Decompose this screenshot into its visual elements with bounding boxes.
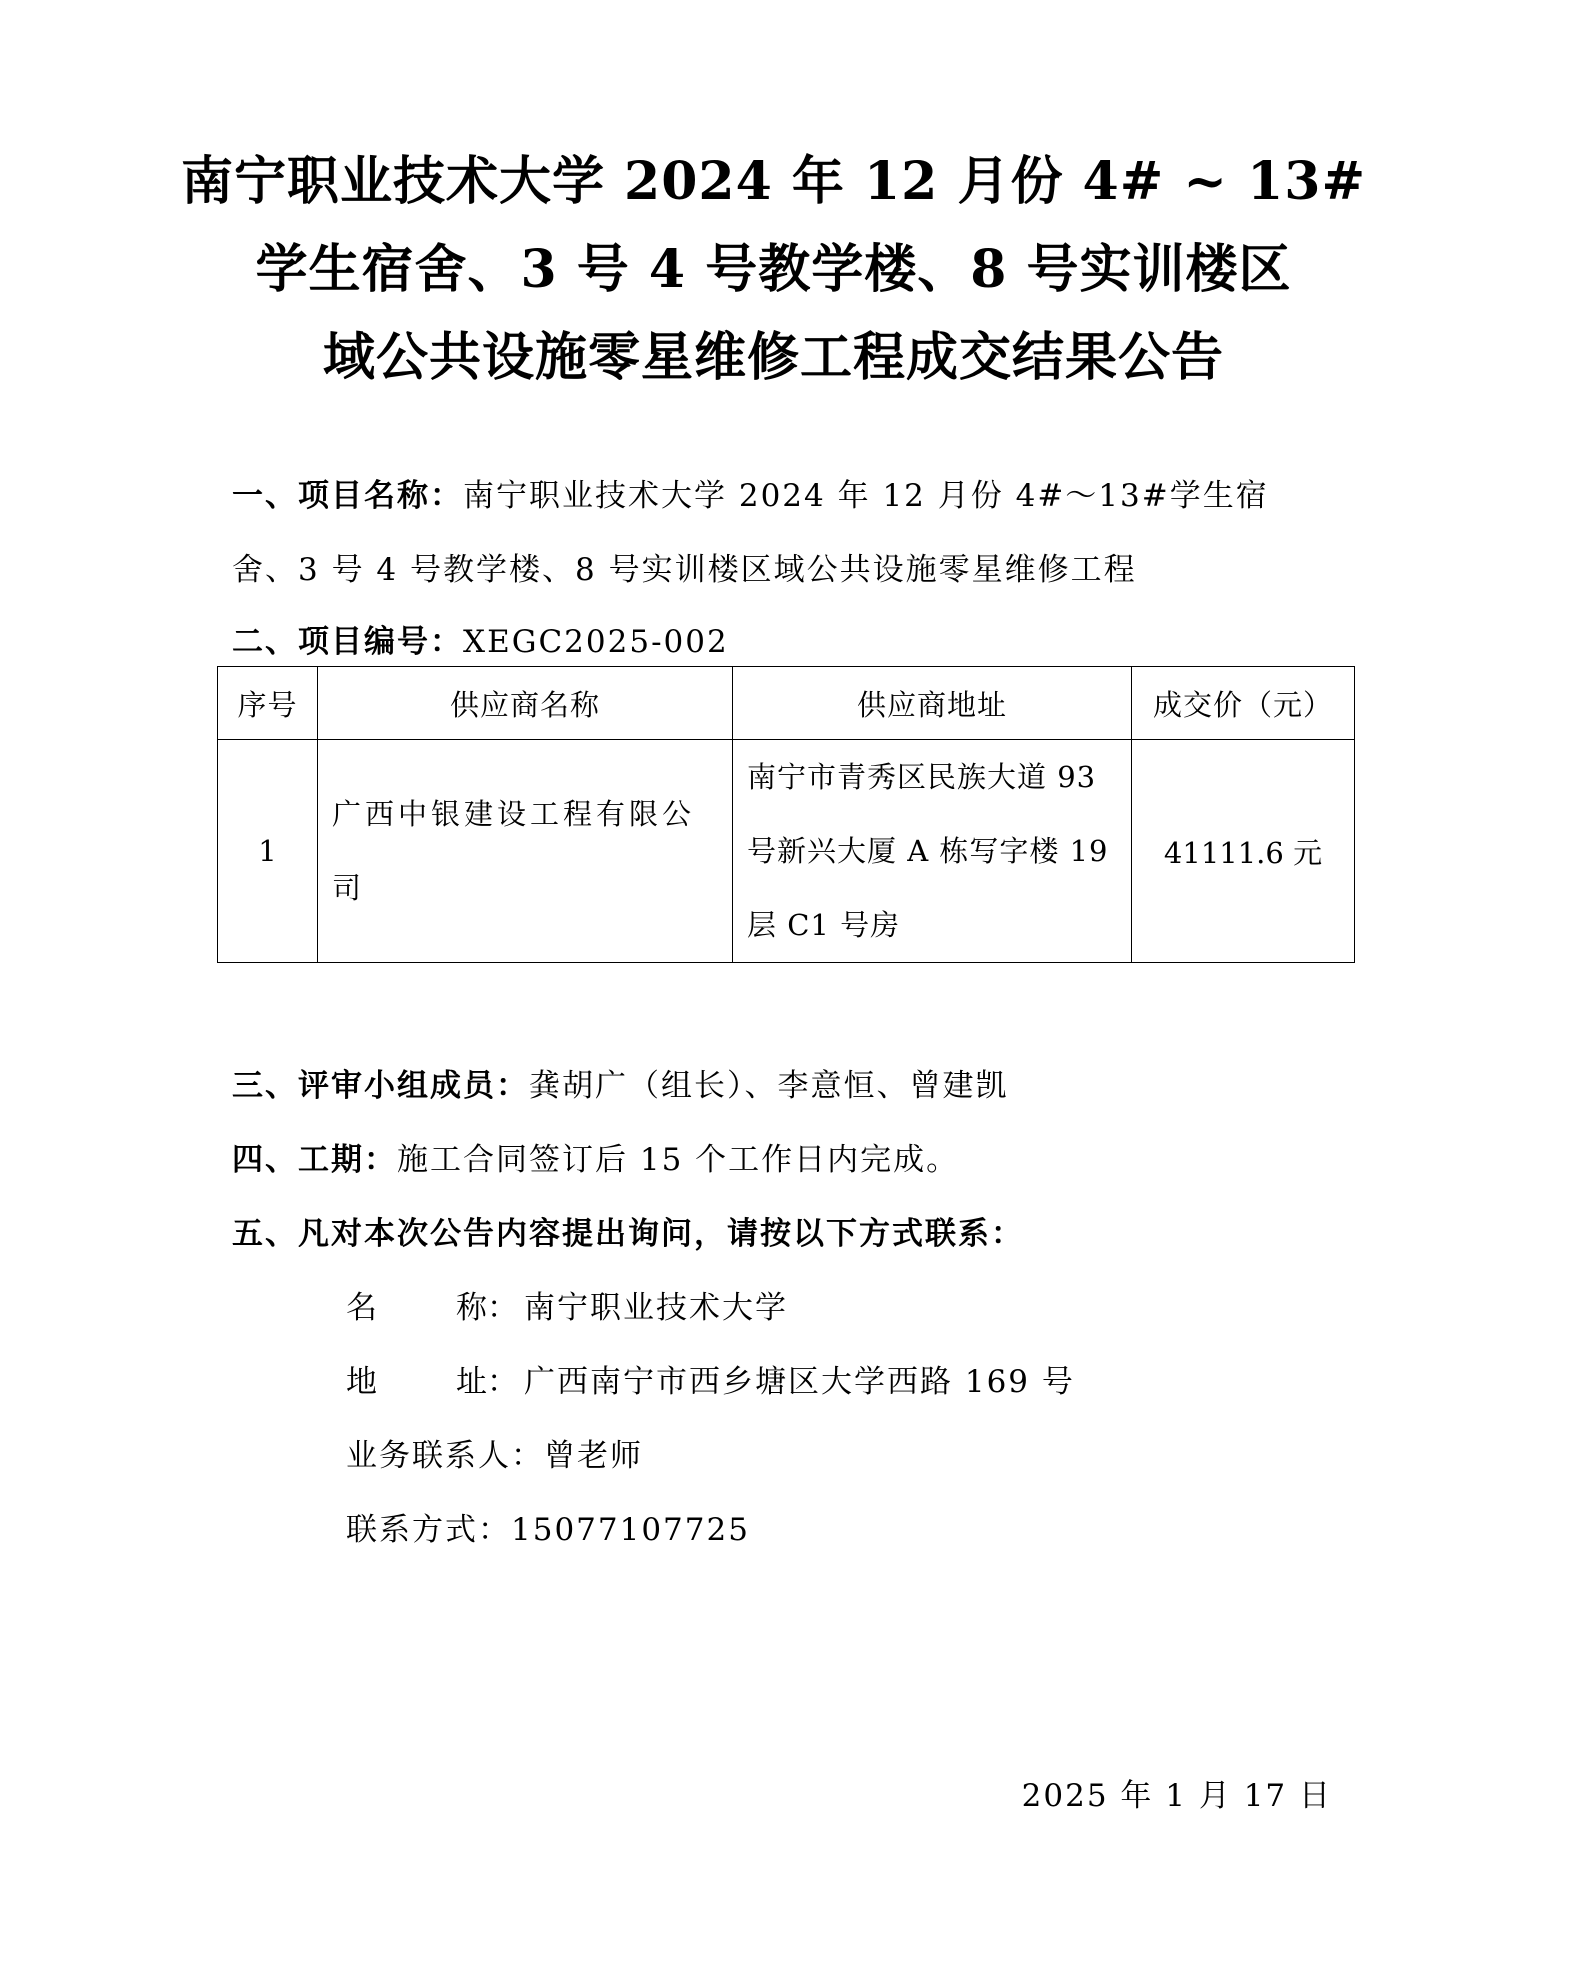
result-table xyxy=(217,666,1355,963)
contact-name-row xyxy=(346,1288,788,1328)
contact-label: 业务联系人： xyxy=(346,1438,544,1474)
duration-text: 施工合同签订后 15 个工作日内完成。 xyxy=(397,1142,960,1178)
section-project-name xyxy=(232,476,1269,516)
contact-address-value: 广西南宁市西乡塘区大学西路 169 号 xyxy=(524,1364,1075,1400)
header-address: 供应商地址 xyxy=(733,667,1132,740)
contact-label: 称： xyxy=(456,1290,518,1326)
header-supplier: 供应商名称 xyxy=(318,667,733,740)
contact-address-row xyxy=(346,1362,1075,1402)
contact-person-row xyxy=(346,1436,643,1476)
cell-supplier: 广西中银建设工程有限公司 xyxy=(318,740,733,963)
cell-index: 1 xyxy=(218,740,318,963)
document-date: 2025 年 1 月 17 日 xyxy=(1021,1778,1332,1814)
contact-phone-row xyxy=(346,1510,750,1550)
contact-label: 联系方式： xyxy=(346,1512,511,1548)
title-line-2: 学生宿舍、3 号 4 号教学楼、8 号实训楼区 xyxy=(255,239,1292,300)
contact-label: 址： xyxy=(456,1364,518,1400)
contact-person-value: 曾老师 xyxy=(544,1438,643,1474)
section-text: 南宁职业技术大学 2024 年 12 月份 4#～13#学生宿 xyxy=(463,478,1269,514)
contact-label: 地 xyxy=(346,1364,377,1400)
document-title xyxy=(180,138,1367,402)
title-line-1: 南宁职业技术大学 2024 年 12 月份 4# ~ 13# xyxy=(180,151,1367,212)
section-label: 二、项目编号： xyxy=(232,624,463,660)
table-header-row xyxy=(218,667,1355,740)
section-duration xyxy=(232,1140,959,1180)
section-project-code xyxy=(232,622,729,662)
section-review-panel xyxy=(232,1066,1009,1106)
title-line-3: 域公共设施零星维修工程成交结果公告 xyxy=(322,327,1224,388)
header-price: 成交价（元） xyxy=(1132,667,1355,740)
section-label: 五、凡对本次公告内容提出询问，请按以下方式联系： xyxy=(232,1216,1024,1252)
section-project-name-continued: 舍、3 号 4 号教学楼、8 号实训楼区域公共设施零星维修工程 xyxy=(232,552,1137,588)
contact-label: 名 xyxy=(346,1290,377,1326)
cell-price: 41111.6 元 xyxy=(1132,740,1355,963)
table-row xyxy=(218,740,1355,963)
review-members: 龚胡广（组长）、李意恒、曾建凯 xyxy=(529,1068,1009,1104)
contact-name-value: 南宁职业技术大学 xyxy=(524,1290,788,1326)
contact-phone-value: 15077107725 xyxy=(511,1512,750,1548)
section-label: 四、工期： xyxy=(232,1142,397,1178)
section-label: 一、项目名称： xyxy=(232,478,463,514)
cell-address: 南宁市青秀区民族大道 93 号新兴大厦 A 栋写字楼 19 层 C1 号房 xyxy=(733,740,1132,963)
section-contact-intro xyxy=(232,1214,1024,1254)
section-label: 三、评审小组成员： xyxy=(232,1068,529,1104)
header-index: 序号 xyxy=(218,667,318,740)
project-code: XEGC2025-002 xyxy=(463,624,729,660)
